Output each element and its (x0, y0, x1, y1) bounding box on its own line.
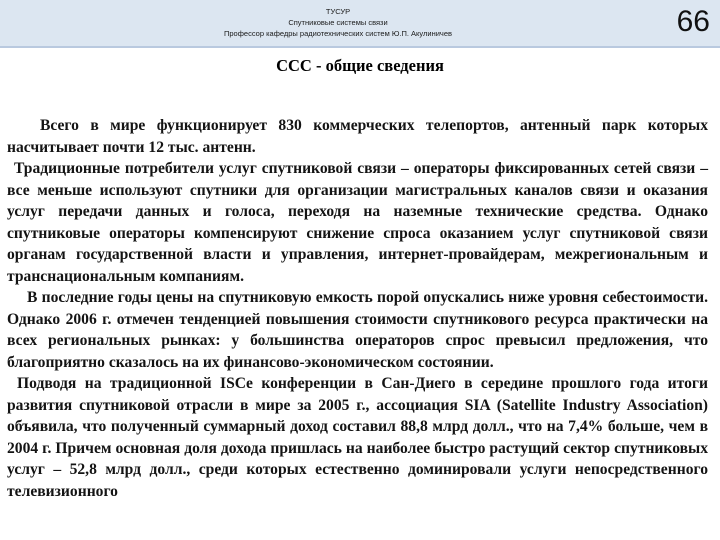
header-author: Профессор кафедры радиотехнических систем Ю.П. Акулиничев (224, 29, 452, 38)
paragraph-traditional-consumers: Традиционные потребители услуг спутниковой связи – операторы фиксированных сетей связи – все меньше используют спутники для организации магистральных каналов связи и оказания услуг передачи данных и голоса, переходя на наземные технические средства. Однако спутниковые операторы компенсируют снижение спроса оказанием услуг спутниковой связи органам государственной власти и управления, интернет-провайдерам, межрегиональным и транснациональным компаниям. (7, 160, 708, 285)
header-course: Спутниковые системы связи (288, 18, 388, 27)
paragraph-sia-conference: Подводя на традиционной ISCe конференции в Сан-Диего в середине прошлого года итоги развития спутниковой отрасли в мире за 2005 г., ассоциация SIA (Satellite Industry Association) объявила, что полученный суммарный доход составил 88,8 млрд долл., что на 7,4% больше, чем в 2004 г. Причем основная доля дохода пришлась на наиболее быстро растущий сектор спутниковых услуг – 52,8 млрд долл., среди которых естественно доминировали услуги непосредственного телевизионного (7, 375, 708, 500)
paragraph-prices: В последние годы цены на спутниковую емкость порой опускались ниже уровня себестоимости. Однако 2006 г. отмечен тенденцией повышения стоимости спутникового ресурса практически на всех региональных рынках: у большинства операторов спрос превысил предложения, что благоприятно сказалось на их финансово-экономическом состоянии. (7, 289, 708, 371)
slide-title: ССС - общие сведения (276, 56, 444, 75)
paragraph-teleports: Всего в мире функционирует 830 коммерческих телепортов, антенный парк которых насчитывает почти 12 тыс. антенн. (7, 117, 708, 156)
slide-body (7, 115, 708, 502)
header-info (188, 6, 488, 39)
page-number: 66 (676, 5, 710, 38)
slide-header (0, 0, 720, 48)
header-org: ТУСУР (325, 7, 351, 16)
